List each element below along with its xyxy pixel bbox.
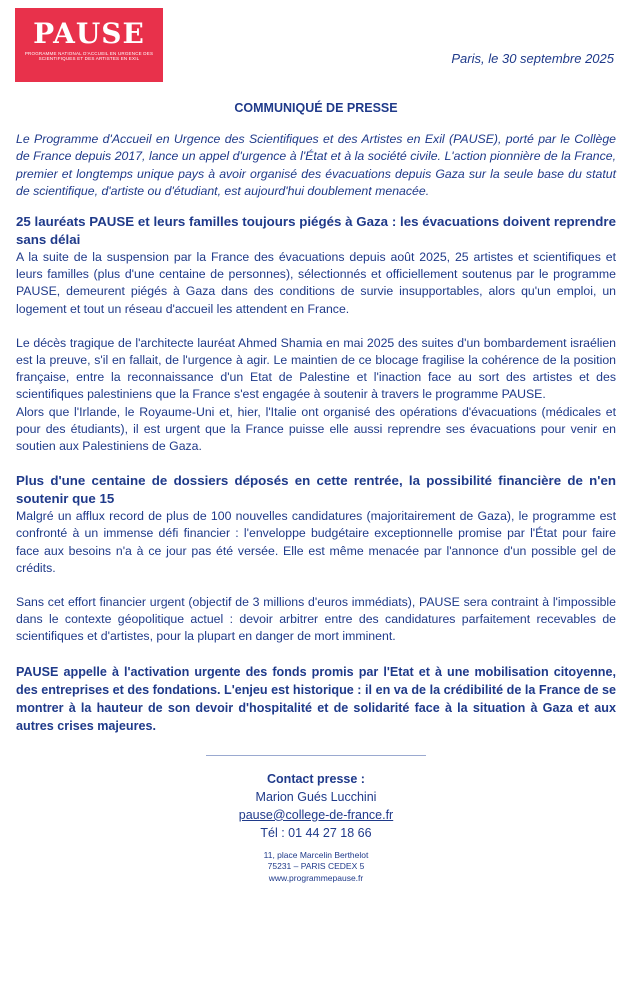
section1-paragraph-1: A la suite de la suspension par la France des évacuations depuis août 2025, 25 artistes et scientifiques et leurs familles (plus d'une centaine de personnes), sélectionnés et officiellement soutenus par le programme PAUSE, demeurent piégés à Gaza dans des conditions de survie insupportables, alors qu'un emploi, un logement et tout un réseau d'accueil les attendent en France. bbox=[16, 250, 616, 316]
document-title: COMMUNIQUÉ DE PRESSE bbox=[234, 101, 398, 115]
section1-heading: 25 lauréats PAUSE et leurs familles toujours piégés à Gaza : les évacuations doivent reprendre sans délai bbox=[16, 214, 616, 248]
intro-paragraph: Le Programme d'Accueil en Urgence des Scientifiques et des Artistes en Exil (PAUSE), porté par le Collège de France depuis 2017, lance un appel d'urgence à l'État et à la société civile. L'action pionnière de la France, premier et longtemps unique pays à avoir organisé des évacuations depuis Gaza sur la seule base du statut de scientifique, d'artiste ou d'étudiant, est aujourd'hui doublement menacée. bbox=[16, 132, 616, 198]
contact-block bbox=[16, 770, 616, 842]
section2-heading: Plus d'une centaine de dossiers déposés en cette rentrée, la possibilité financière de n'en soutenir que 15 bbox=[16, 473, 616, 507]
address-city: 75231 – PARIS CEDEX 5 bbox=[267, 861, 365, 872]
section2-paragraph-1: Malgré un afflux record de plus de 100 nouvelles candidatures (majoritairement de Gaza), le programme est confronté à un immense défi financier : l'enveloppe budgétaire exceptionnelle promise par l'État pour faire face aux besoins n'a à ce jour pas été versée. Elle est même menacée par l'annonce d'un possible gel de crédits. bbox=[16, 509, 616, 575]
section1-paragraph-2: Le décès tragique de l'architecte lauréat Ahmed Shamia en mai 2025 des suites d'un bombardement israélien est la preuve, s'il en fallait, de l'urgence à agir. Le maintien de ce blocage fragilise la cohérence de la position française, entre la reconnaissance d'un Etat de Palestine et l'inaction face au sort des artistes et des scientifiques palestiniens que la France s'est engagée à soutenir à travers le programme PAUSE. bbox=[16, 335, 616, 402]
press-release-body bbox=[16, 100, 616, 884]
logo-wordmark: PAUSE bbox=[33, 17, 145, 50]
divider bbox=[206, 755, 426, 756]
press-release-date: Paris, le 30 septembre 2025 bbox=[451, 51, 614, 66]
contact-phone: Tél : 01 44 27 18 66 bbox=[260, 825, 372, 840]
section2-paragraph-2: Sans cet effort financier urgent (objectif de 3 millions d'euros immédiats), PAUSE sera contraint à l'impossible dans le contexte géopolitique actuel : devoir arbitrer entre des candidatures parfaitement recevables de scientifiques et d'artistes, pour la plupart en danger de mort imminent. bbox=[16, 595, 616, 644]
website-link[interactable]: www.programmepause.fr bbox=[268, 872, 364, 883]
contact-name: Marion Gués Lucchini bbox=[255, 789, 377, 804]
pause-logo bbox=[15, 8, 163, 82]
contact-email-link[interactable]: pause@college-de-france.fr bbox=[238, 807, 394, 822]
closing-statement: PAUSE appelle à l'activation urgente des fonds promis par l'Etat et à une mobilisation citoyenne, des entreprises et des fondations. L'enjeu est historique : il en va de la crédibilité de la France de se montrer à la hauteur de son devoir d'hospitalité et de solidarité face à la situation à Gaza et aux autres crises majeures. bbox=[16, 664, 616, 733]
contact-label: Contact presse : bbox=[267, 771, 365, 786]
section1-paragraph-3: Alors que l'Irlande, le Royaume-Uni et, hier, l'Italie ont organisé des opérations d'évacuations (médicales et pour des étudiants), il est urgent que la France puisse elle aussi reprendre ses évacuations pour venir en soutien aux Palestiniens de Gaza. bbox=[16, 404, 616, 454]
address-street: 11, place Marcelin Berthelot bbox=[263, 849, 369, 860]
logo-subtitle: PROGRAMME NATIONAL D'ACCUEIL EN URGENCE DES SCIENTIFIQUES ET DES ARTISTES EN EXIL bbox=[24, 51, 154, 61]
address-block bbox=[16, 850, 616, 885]
